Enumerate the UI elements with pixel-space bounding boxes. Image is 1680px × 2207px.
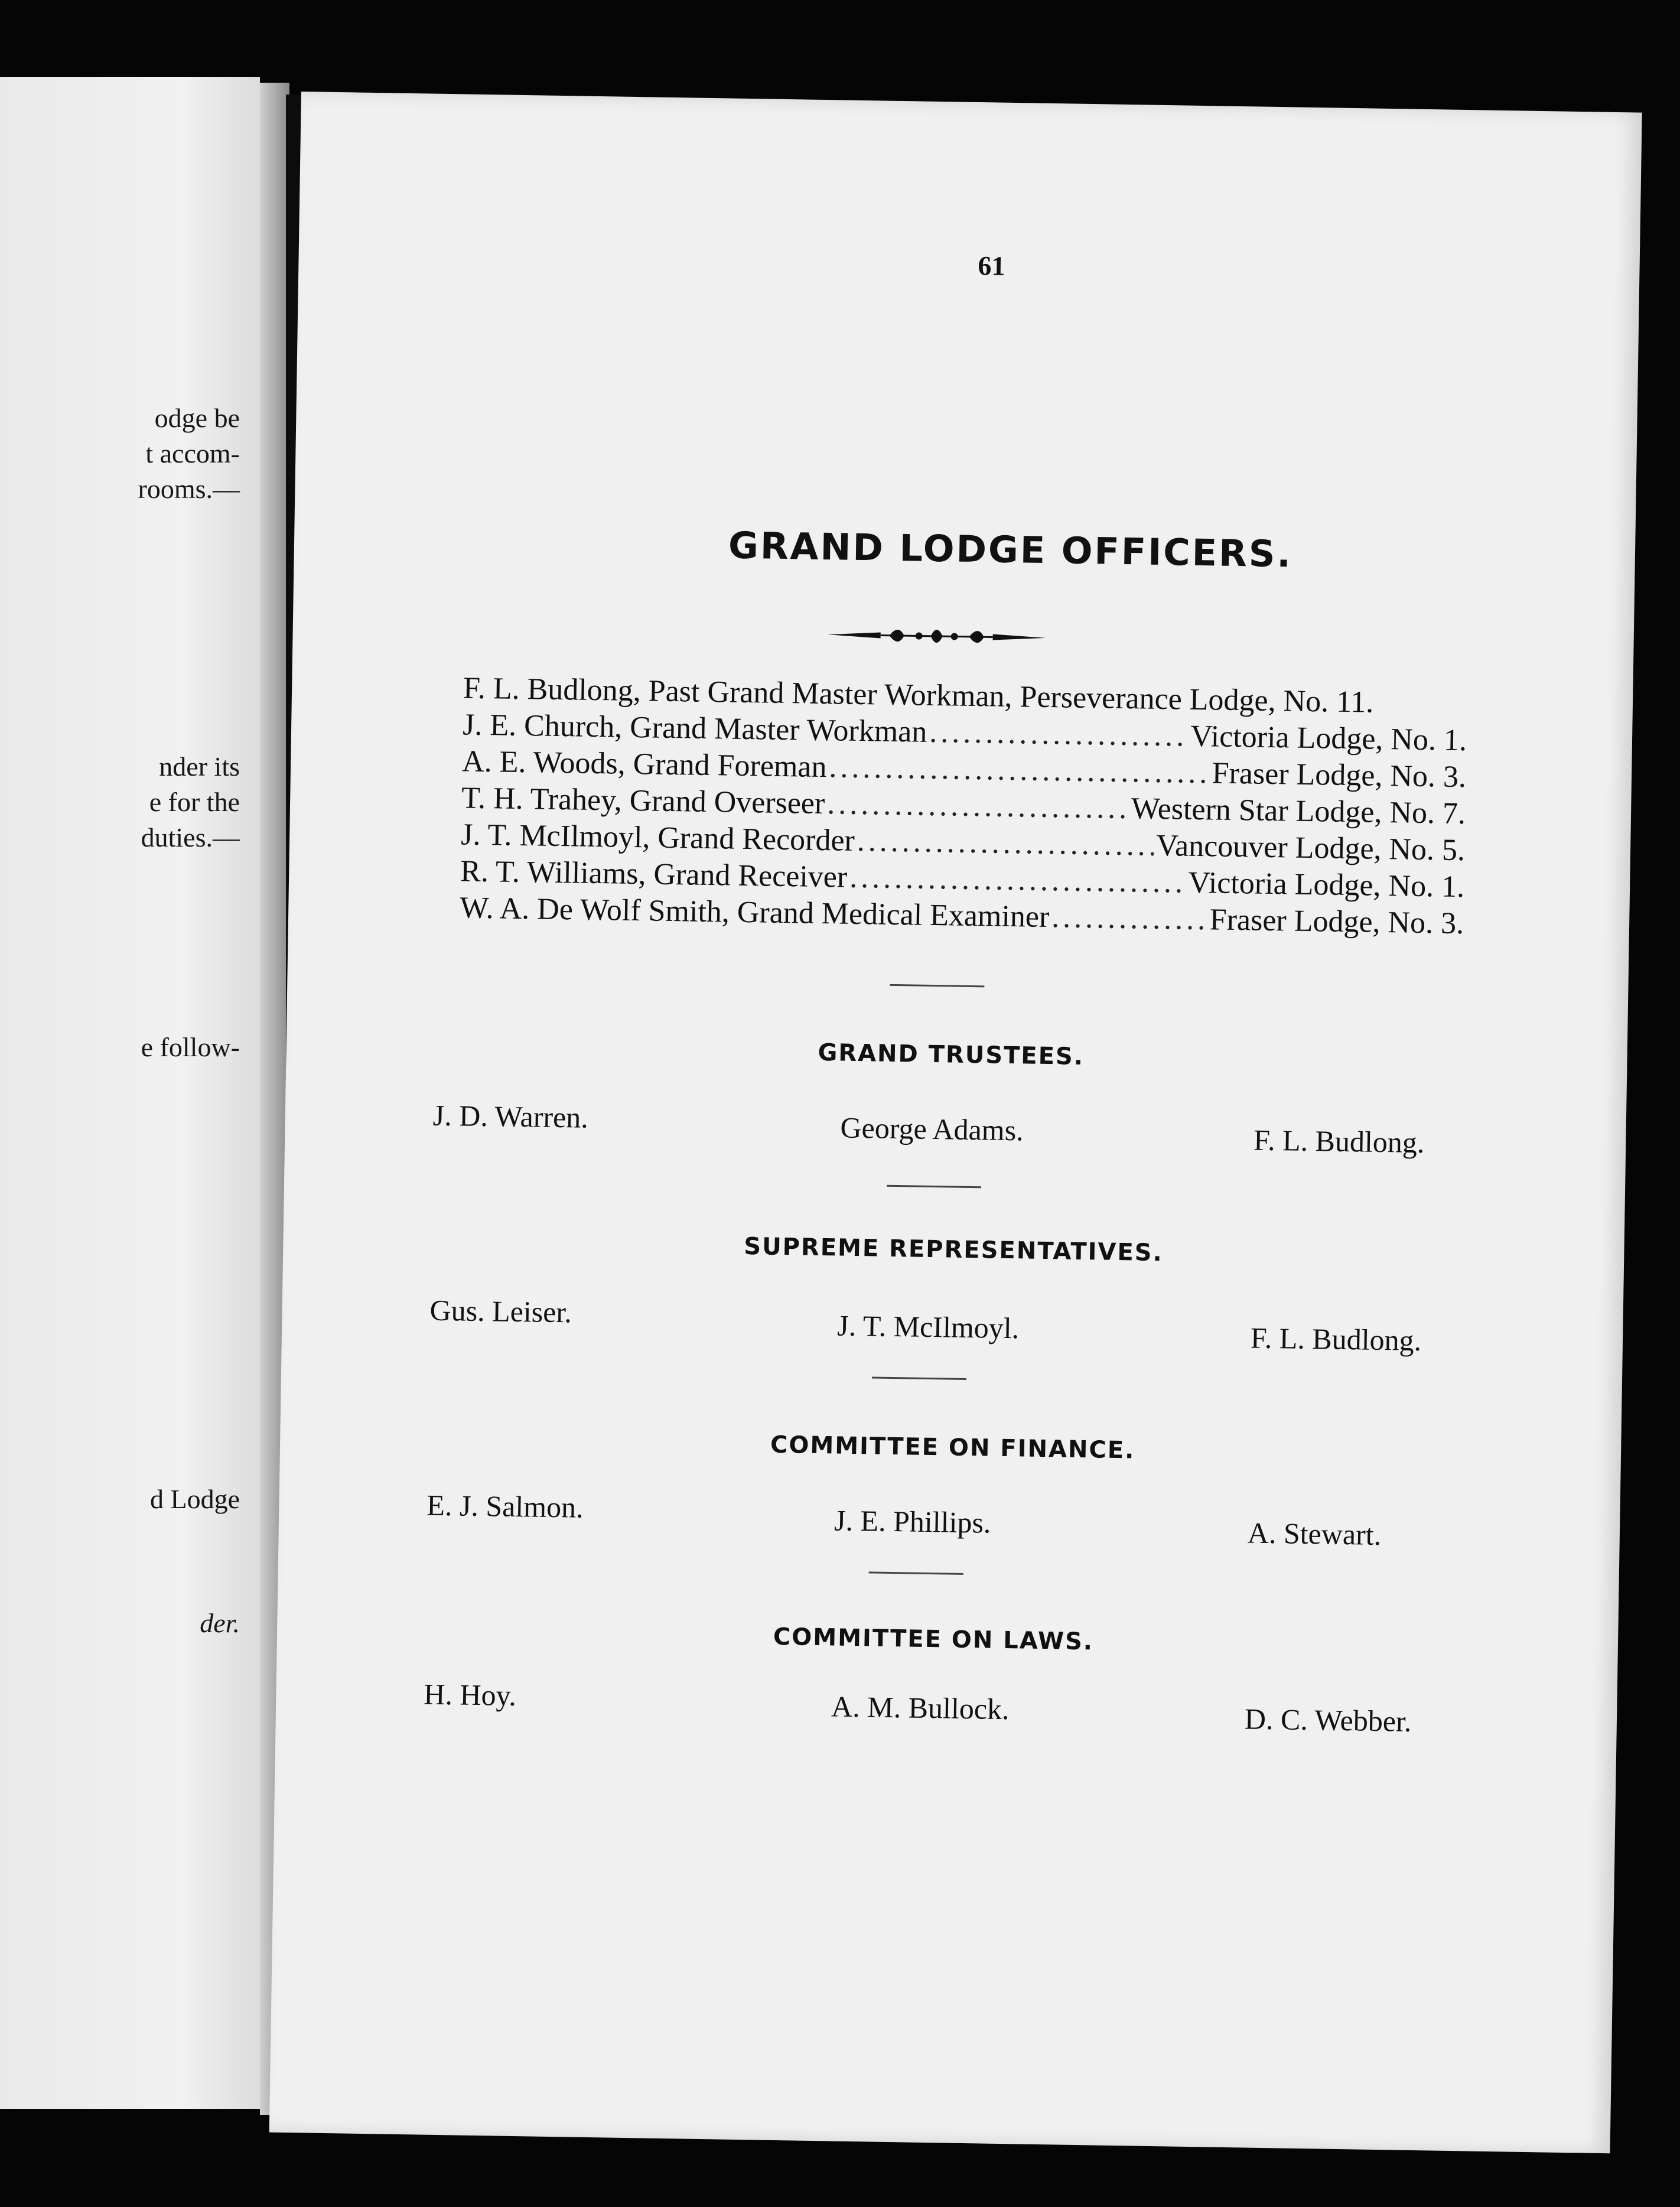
dot-leader: [827, 786, 1129, 827]
dot-leader: [929, 714, 1189, 755]
officer-name: W. A. De Wolf Smith, Grand Medical Examiner: [459, 891, 1050, 935]
dot-leader: [849, 860, 1186, 901]
committee-member: F. L. Budlong.: [1253, 1123, 1425, 1160]
officer-name: J. T. McIlmoyl, Grand Recorder: [460, 818, 855, 858]
officer-name: J. E. Church, Grand Master Workman: [462, 708, 927, 749]
officer-name: A. E. Woods, Grand Foreman: [461, 744, 827, 785]
section-divider: [887, 1185, 981, 1189]
officer-lodge: Western Star Lodge, No. 7.: [1131, 792, 1466, 831]
officers-list: [460, 670, 1468, 942]
left-page-line: odge be: [154, 403, 240, 433]
left-page-line: rooms.—: [138, 474, 240, 504]
committee-member: George Adams.: [840, 1111, 1024, 1147]
dot-leader: [857, 823, 1154, 864]
left-page: [0, 77, 260, 2109]
left-page-line: t accom-: [145, 438, 240, 468]
officer-name: T. H. Trahey, Grand Overseer: [461, 781, 825, 821]
dot-leader: [829, 749, 1210, 792]
committee-finance-heading: COMMITTEE ON FINANCE.: [770, 1431, 1135, 1464]
officer-lodge: Victoria Lodge, No. 1.: [1190, 719, 1467, 758]
section-divider: [869, 1571, 963, 1575]
left-page-line: e follow-: [141, 1032, 240, 1062]
committee-member: A. M. Bullock.: [831, 1690, 1010, 1726]
left-page-line: e for the: [149, 787, 240, 817]
ornament-divider: [824, 620, 1049, 653]
officer-lodge: Victoria Lodge, No. 1.: [1188, 865, 1465, 904]
section-divider: [890, 984, 984, 988]
grand-trustees-heading: GRAND TRUSTEES.: [818, 1039, 1085, 1071]
left-page-line: d Lodge: [149, 1484, 240, 1514]
committee-member: F. L. Budlong.: [1250, 1321, 1422, 1358]
committee-member: J. D. Warren.: [432, 1098, 589, 1134]
committee-member: E. J. Salmon.: [426, 1488, 584, 1524]
committee-member: H. Hoy.: [423, 1677, 517, 1713]
committee-member: J. E. Phillips.: [834, 1503, 991, 1539]
committee-member: D. C. Webber.: [1244, 1702, 1412, 1738]
officer-lodge: Vancouver Lodge, No. 5.: [1155, 828, 1466, 868]
left-page-line: duties.—: [141, 822, 240, 852]
committee-laws-heading: COMMITTEE ON LAWS.: [773, 1623, 1094, 1656]
page-title: GRAND LODGE OFFICERS.: [728, 523, 1293, 576]
officer-lodge: Fraser Lodge, No. 3.: [1212, 756, 1467, 795]
officer-name: R. T. Williams, Grand Receiver: [460, 854, 848, 894]
page-number: 61: [978, 250, 1005, 281]
committee-member: J. T. McIlmoyl.: [836, 1308, 1020, 1345]
committee-member: A. Stewart.: [1247, 1516, 1382, 1552]
officer-name: F. L. Budlong, Past Grand Master Workman, Perseverance Lodge, No. 11.: [463, 671, 1374, 720]
section-divider: [872, 1376, 966, 1380]
right-page: [269, 92, 1642, 2153]
left-page-line: der.: [200, 1608, 240, 1638]
committee-member: Gus. Leiser.: [429, 1293, 572, 1329]
left-page-line: nder its: [159, 751, 240, 782]
officer-lodge: Fraser Lodge, No. 3.: [1209, 903, 1464, 941]
dot-leader: [1051, 899, 1207, 938]
supreme-representatives-heading: SUPREME REPRESENTATIVES.: [744, 1233, 1164, 1267]
